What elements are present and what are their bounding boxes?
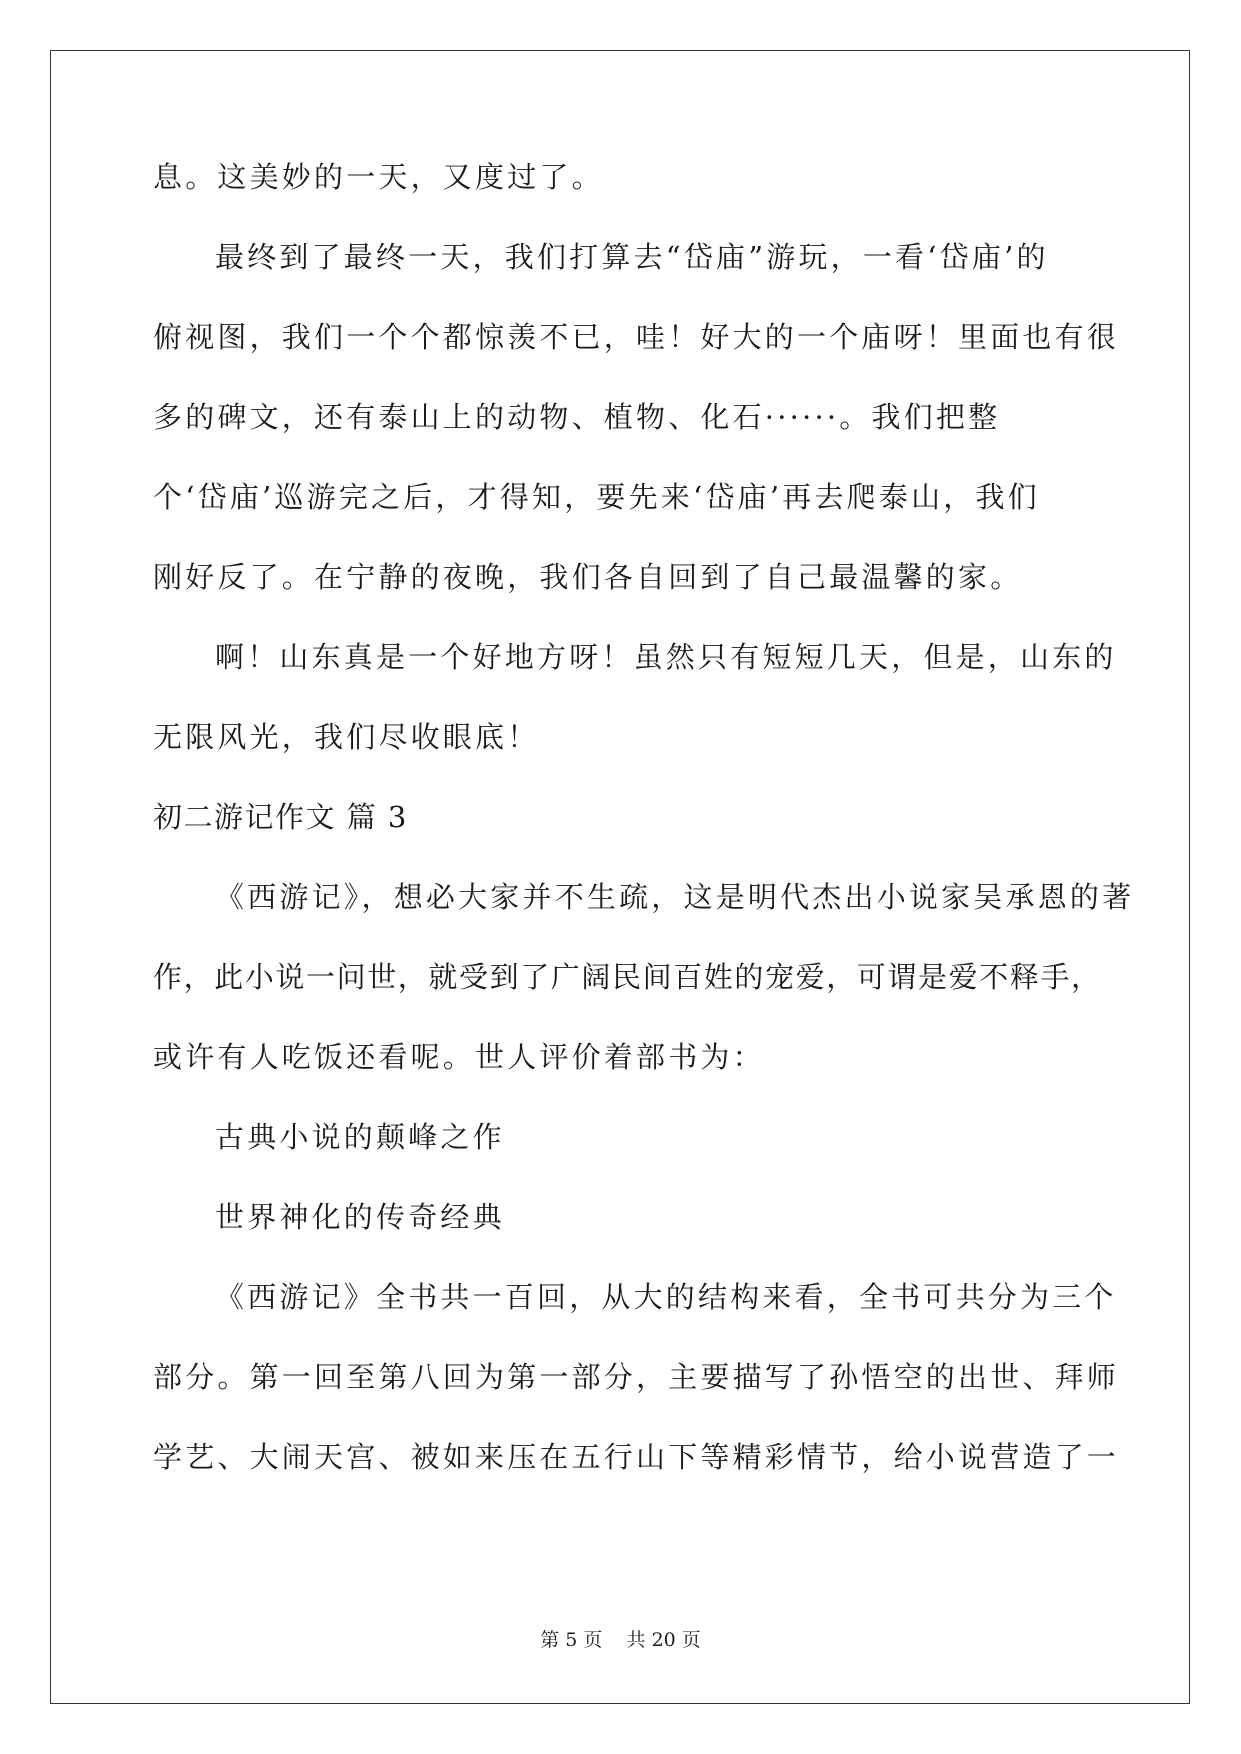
text-line: 《西游记》，想必大家并不生疏，这是明代杰出小说家吴承恩的著 bbox=[215, 880, 1135, 914]
page-number-footer: 第 5 页 共 20 页 bbox=[540, 1629, 701, 1651]
text-line: 世界神化的传奇经典 bbox=[215, 1200, 505, 1234]
text-line: 古典小说的颠峰之作 bbox=[215, 1120, 505, 1154]
section-heading: 初二游记作文 篇 3 bbox=[153, 800, 408, 834]
text-line: 俯视图，我们一个个都惊羡不已，哇！好大的一个庙呀！里面也有很 bbox=[153, 320, 1120, 354]
text-line: 个‘岱庙’巡游完之后，才得知，要先来‘岱庙’再去爬泰山，我们 bbox=[153, 480, 1040, 514]
text-line: 部分。第一回至第八回为第一部分，主要描写了孙悟空的出世、拜师 bbox=[153, 1360, 1120, 1394]
text-line: 学艺、大闹天宫、被如来压在五行山下等精彩情节，给小说营造了一 bbox=[153, 1440, 1120, 1474]
text-line: 刚好反了。在宁静的夜晚，我们各自回到了自己最温馨的家。 bbox=[153, 560, 1023, 594]
text-line: 或许有人吃饭还看呢。世人评价着部书为： bbox=[153, 1040, 765, 1074]
text-line: 作，此小说一问世，就受到了广阔民间百姓的宠爱，可谓是爱不释手， bbox=[153, 960, 1102, 994]
text-line: 无限风光，我们尽收眼底！ bbox=[153, 720, 540, 754]
text-line: 息。这美妙的一天，又度过了。 bbox=[153, 160, 604, 194]
text-line: 《西游记》全书共一百回，从大的结构来看，全书可共分为三个 bbox=[215, 1280, 1117, 1314]
text-line: 多的碑文，还有泰山上的动物、植物、化石······。我们把整 bbox=[153, 400, 1001, 434]
text-line: 啊！山东真是一个好地方呀！虽然只有短短几天，但是，山东的 bbox=[215, 640, 1117, 674]
text-line: 最终到了最终一天，我们打算去“岱庙”游玩，一看‘岱庙’的 bbox=[215, 240, 1049, 274]
